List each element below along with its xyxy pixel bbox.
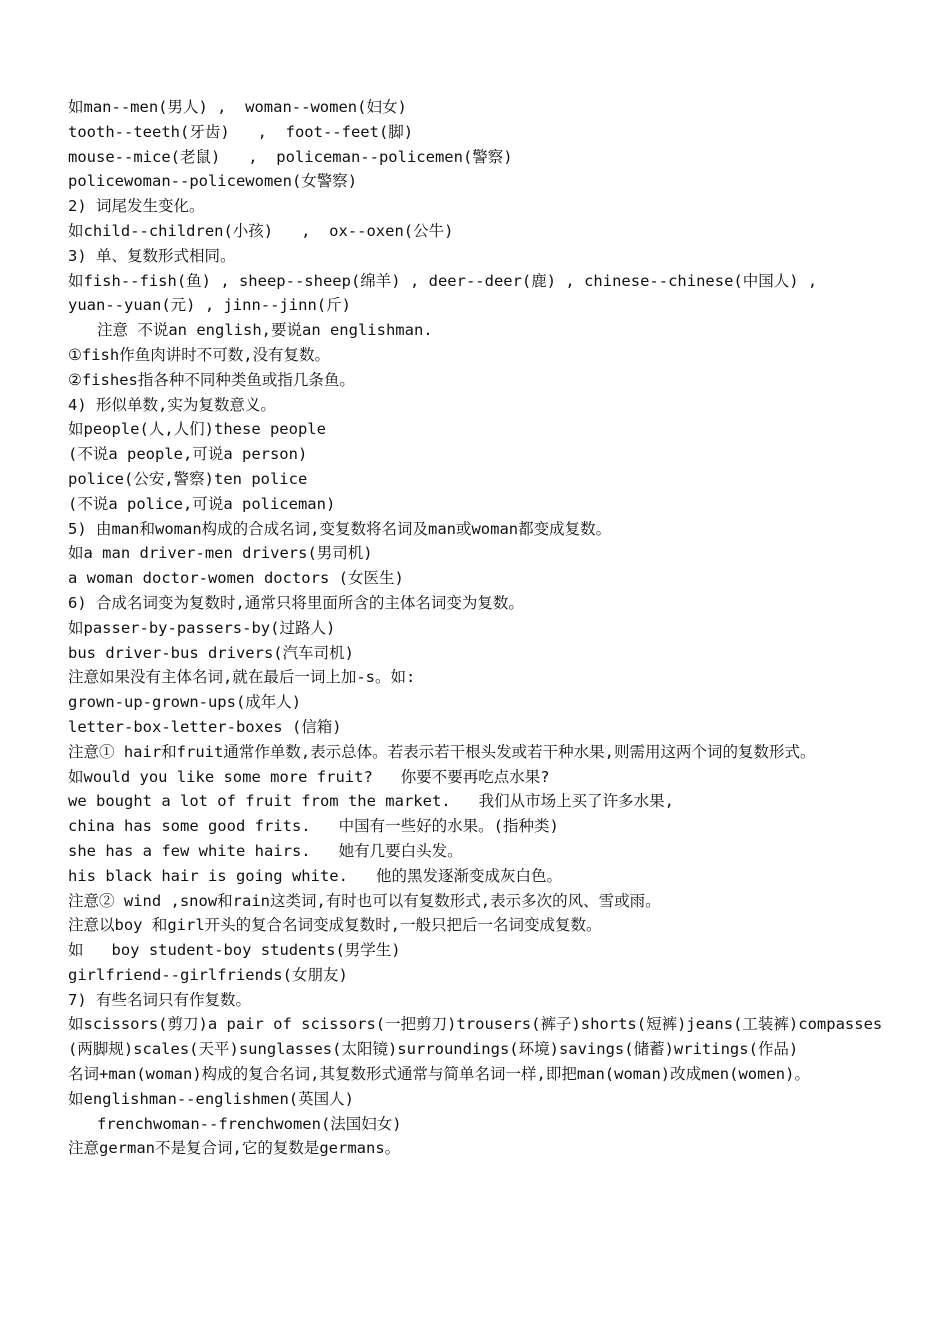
- text-line: (不说a people,可说a person): [68, 445, 308, 464]
- text-line: police(公安,警察)ten police: [68, 469, 308, 488]
- text-line: 如would you like some more fruit? 你要不要再吃点水果?: [68, 767, 550, 786]
- text-line: 如 boy student-boy students(男学生): [68, 941, 401, 960]
- text-line: she has a few white hairs. 她有几要白头发。: [68, 841, 463, 860]
- text-line: 如passer-by-passers-by(过路人): [68, 618, 336, 637]
- text-line: 如a man driver-men drivers(男司机): [68, 544, 373, 563]
- text-line: frenchwoman--frenchwomen(法国妇女): [97, 1114, 402, 1133]
- text-line: 如people(人,人们)these people: [68, 420, 326, 439]
- text-line: yuan--yuan(元) , jinn--jinn(斤): [68, 296, 351, 315]
- text-line: 如man--men(男人) , woman--women(妇女): [68, 98, 407, 116]
- text-line: 注意german不是复合词,它的复数是germans。: [68, 1139, 401, 1158]
- text-line: 注意 不说an english,要说an englishman.: [97, 321, 433, 340]
- text-line: 6) 合成名词变为复数时,通常只将里面所含的主体名词变为复数。: [68, 593, 524, 612]
- text-line: china has some good frits. 中国有一些好的水果。(指种类): [68, 817, 559, 836]
- text-line: grown-up-grown-ups(成年人): [68, 693, 302, 712]
- text-line: 4) 形似单数,实为复数意义。: [68, 395, 276, 414]
- text-line: ②fishes指各种不同种类鱼或指几条鱼。: [68, 370, 355, 389]
- text-line: tooth--teeth(牙齿) , foot--feet(脚): [68, 122, 414, 141]
- text-line: 如englishman--englishmen(英国人): [68, 1089, 354, 1108]
- text-line: 注意① hair和fruit通常作单数,表示总体。若表示若干根头发或若干种水果,则需用这两个词的复数形式。: [68, 742, 816, 761]
- text-line: 注意以boy 和girl开头的复合名词变成复数时,一般只把后一名词变成复数。: [68, 916, 602, 935]
- text-line: 名词+man(woman)构成的复合名词,其复数形式通常与简单名词一样,即把man(woman)改成men(women)。: [68, 1065, 810, 1084]
- text-line: 如child--children(小孩) , ox--oxen(公牛): [68, 221, 454, 240]
- text-line: (不说a police,可说a policeman): [68, 494, 336, 513]
- text-line: girlfriend--girlfriends(女朋友): [68, 965, 348, 984]
- text-line: 5) 由man和woman构成的合成名词,变复数将名词及man或woman都变成复数。: [68, 519, 612, 538]
- text-line: 如fish--fish(鱼) , sheep--sheep(绵羊) , deer--deer(鹿) , chinese--chinese(中国人) ,: [68, 271, 818, 290]
- document-body: [68, 95, 898, 1161]
- text-line: policewoman--policewomen(女警察): [68, 172, 358, 191]
- text-line: his black hair is going white. 他的黑发逐渐变成灰白色。: [68, 866, 562, 885]
- text-line: 3) 单、复数形式相同。: [68, 246, 236, 265]
- text-line: 如scissors(剪刀)a pair of scissors(一把剪刀)trousers(裤子)shorts(短裤)jeans(工装裤)compasses(两脚规)scales(天平)sunglasses(太阳镜)surroundings(环境)savings(储蓄)writings(作品): [68, 1015, 883, 1059]
- text-line: 7) 有些名词只有作复数。: [68, 990, 251, 1009]
- text-line: bus driver-bus drivers(汽车司机): [68, 643, 354, 662]
- text-line: a woman doctor-women doctors (女医生): [68, 569, 404, 588]
- text-line: we bought a lot of fruit from the market. 我们从市场上买了许多水果,: [68, 792, 674, 811]
- text-line: mouse--mice(老鼠) , policeman--policemen(警察): [68, 147, 513, 166]
- text-line: ①fish作鱼肉讲时不可数,没有复数。: [68, 345, 331, 364]
- text-line: 注意② wind ,snow和rain这类词,有时也可以有复数形式,表示多次的风、雪或雨。: [68, 891, 661, 910]
- text-line: letter-box-letter-boxes (信箱): [68, 717, 342, 736]
- text-line: 注意如果没有主体名词,就在最后一词上加-s。如:: [68, 668, 416, 687]
- text-line: 2) 词尾发生变化。: [68, 197, 205, 216]
